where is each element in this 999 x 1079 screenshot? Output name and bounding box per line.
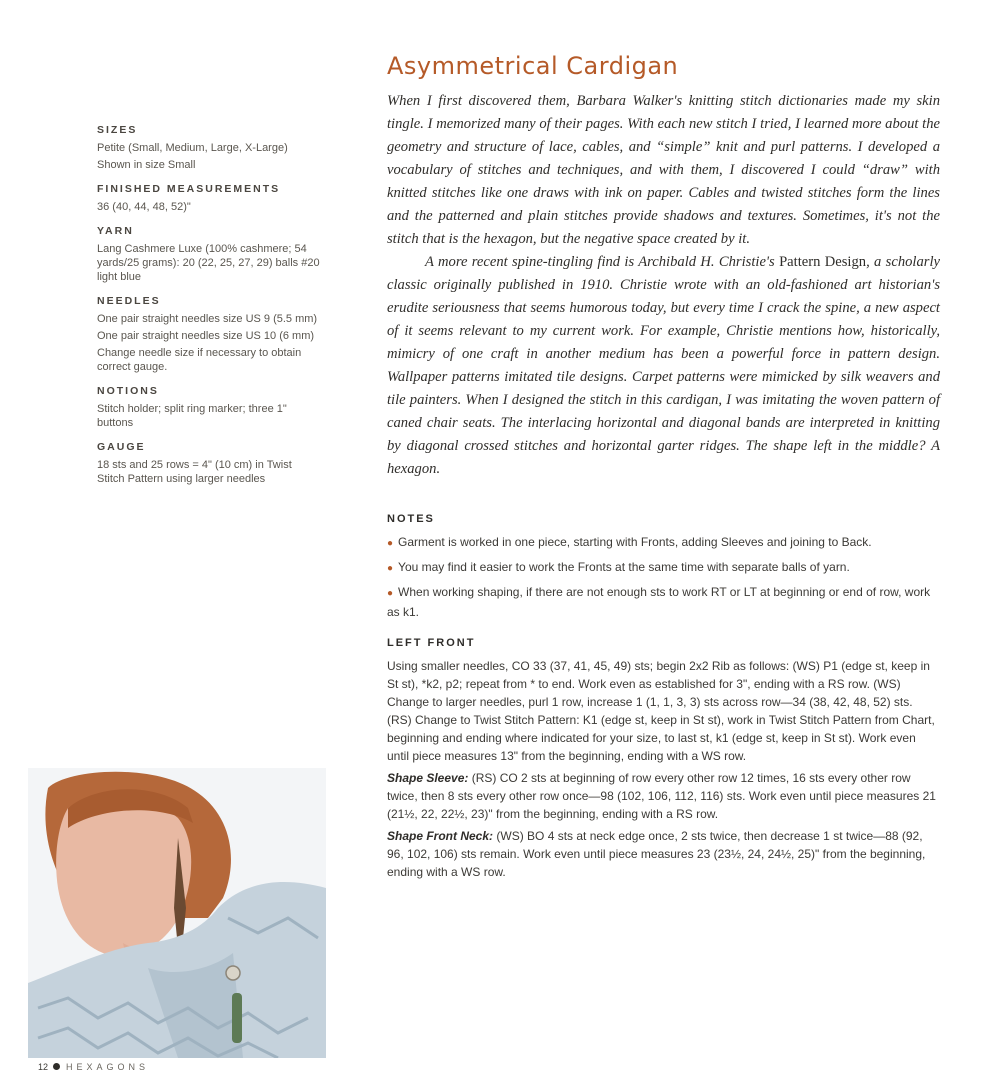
shape-sleeve-text: (RS) CO 2 sts at beginning of row every other row 12 times, 16 sts every other row twice, then 8 sts every other row once—98 (102, 106, 112, 116) sts. Work even until piece measures 21 (21½, 22, 22½, 23)" from the beginning, ending with a RS row. [387,771,936,821]
finished-measurements-heading: FINISHED MEASUREMENTS [97,183,281,195]
gauge-section [97,440,322,486]
intro-paragraph-1: When I first discovered them, Barbara Walker's knitting stitch dictionaries made my skin tingle. I memorized many of their pages. With each new stitch I tried, I learned more about the geometry and structure of lace, cables, and “simple” knit and purl patterns. I developed a vocabulary of stitches and techniques, and with them, I discovered I could “draw” with knitted stitches like one draws with ink on paper. Cables and twisted stitches form the lines and the patterned and plain stitches provide shadows and textures. Sometimes, it's not the stitch that is the hexagon, but the negative space created by it. [387,93,940,247]
notions-section [97,384,322,430]
gauge-line: 18 sts and 25 rows = 4" (10 cm) in Twist Stitch Pattern using larger needles [97,459,292,485]
intro-paragraph-2-end: , a scholarly classic originally published in 1910. Christie wrote with an old-fashioned art historian's erudite seriousness that seems humorous today, but every time I crack the spine, a new aspect of it seems relevant to my current work. For example, Christie mentions how, historically, mimicry of one craft in another medium has been a powerful force in pattern design. Wallpaper patterns imitated tile designs. Carpet patterns were mimicked by silk weavers and tile painters. When I designed the stitch in this cardigan, I was imitating the woven pattern of caned chair seats. The interlacing horizontal and diagonal bands are interpreted in knitting by diagonal crossed stitches and horizontal garter ridges. The shape left in the middle? A hexagon. [387,254,940,477]
dot-icon [53,1063,60,1070]
yarn-section [97,224,322,284]
needles-line-2: One pair straight needles size US 10 (6 mm) [97,330,315,342]
main-column [387,52,940,885]
sizes-shown-line: Shown in size Small [97,159,196,171]
needles-line-3: Change needle size if necessary to obtain correct gauge. [97,347,302,373]
page-number: 12 [38,1062,49,1072]
sizes-line: Petite (Small, Medium, Large, X-Large) [97,142,288,154]
yarn-heading: YARN [97,225,134,237]
materials-sidebar [97,123,322,496]
notes-section [387,513,940,621]
sizes-heading: SIZES [97,124,138,136]
bullet-icon: ● [387,563,394,574]
page-footer [38,1062,149,1072]
notions-heading: NOTIONS [97,385,159,397]
section-label: HEXAGONS [66,1062,150,1072]
sizes-section [97,123,322,172]
shape-front-neck-label: Shape Front Neck: [387,829,494,843]
note-text: You may find it easier to work the Fronts at the same time with separate balls of yarn. [398,560,850,574]
page-title: Asymmetrical Cardigan [387,52,679,80]
note-item [387,558,940,578]
note-item [387,533,940,553]
note-item [387,583,940,621]
left-front-section [387,637,940,881]
needles-line-1: One pair straight needles size US 9 (5.5 mm) [97,313,318,325]
finished-measurements-line: 36 (40, 44, 48, 52)" [97,201,191,213]
finished-measurements-section [97,182,322,214]
intro-paragraph-2 [387,251,940,481]
button-shape [226,966,240,980]
notes-heading: NOTES [387,513,435,525]
shape-front-neck-text: (WS) BO 4 sts at neck edge once, 2 sts twice, then decrease 1 st twice—88 (92, 96, 102, 106) sts remain. Work even until piece measures 23 (23½, 24, 24½, 25)" from the beginning, ending with a WS row. [387,829,926,879]
intro-text [387,90,940,481]
left-front-heading: LEFT FRONT [387,637,476,649]
model-photo-illustration [28,768,326,1058]
gauge-heading: GAUGE [97,441,146,453]
necklace-shape [232,993,242,1043]
bullet-icon: ● [387,538,394,549]
book-title: Pattern Design [779,254,867,270]
shape-front-neck-paragraph [387,827,940,881]
needles-section [97,294,322,374]
note-text: Garment is worked in one piece, starting with Fronts, adding Sleeves and joining to Back. [398,535,872,549]
shape-sleeve-label: Shape Sleeve: [387,771,469,785]
left-front-paragraph: Using smaller needles, CO 33 (37, 41, 45, 49) sts; begin 2x2 Rib as follows: (WS) P1 (edge st, keep in St st), *k2, p2; repeat from * to end. Work even as established for 3", ending with a RS row. (WS) Change to larger needles, purl 1 row, increase 1 (1, 1, 3, 3) sts across row—34 (38, 42, 48, 52) sts. (RS) Change to Twist Stitch Pattern: K1 (edge st, keep in St st), work in Twist Stitch Pattern from Chart, beginning and ending where indicated for your size, to last st, k1 (edge st, keep in St st). Work even until piece measures 13" from the beginning, ending with a WS row. [387,659,935,763]
notions-line: Stitch holder; split ring marker; three 1" buttons [97,403,287,429]
shape-sleeve-paragraph [387,769,940,823]
model-photo [28,768,326,1058]
yarn-line: Lang Cashmere Luxe (100% cashmere; 54 yards/25 grams): 20 (22, 25, 27, 29) balls #20 light blue [97,243,320,283]
note-text: When working shaping, if there are not enough sts to work RT or LT at beginning or end of row, work as k1. [387,585,931,619]
intro-paragraph-2-start: A more recent spine-tingling find is Archibald H. Christie's [425,254,780,270]
bullet-icon: ● [387,588,394,599]
needles-heading: NEEDLES [97,295,161,307]
